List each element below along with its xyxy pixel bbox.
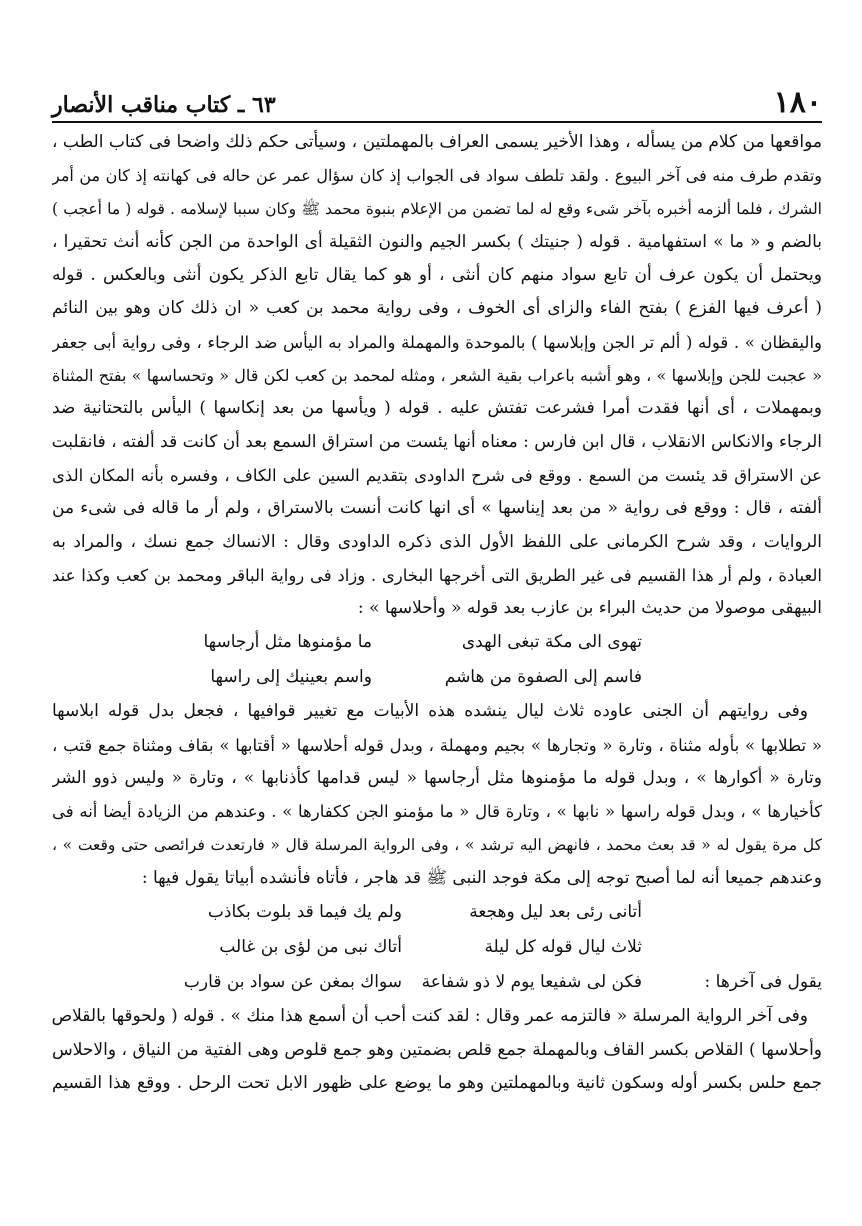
- text-line: وعندهم جميعا أنه لما أصبح توجه إلى مكة فوجد النبى ﷺ قد هاجر ، فأتاه فأنشده أبياتا يقول فيها :: [141, 867, 822, 888]
- verse-hemistich-second: واسم بعينيك إلى راسها: [210, 667, 372, 688]
- text-line: وبمهملات ، أى أنها فقدت أمرا فشرعت تفتش عليه . قوله ( ويأسها من بعد إنكاسها ) اليأس بالتحتانية ضد: [52, 398, 822, 419]
- header-rule: [52, 121, 822, 123]
- text-line: وتارة « أكوارها » ، وبدل قوله ما مؤمنوها مثل أرجاسها « ليس قدامها كأذنابها » ، وتارة « وليس ذوو الشر: [52, 768, 822, 789]
- verse-hemistich-first: تهوى الى مكة تبغى الهدى: [461, 632, 642, 653]
- text-line: الرجاء والانكاس الانقلاب ، قال ابن فارس : معناه أنها يئست من استراق السمع بعد أن كانت قد ألفته ، فانقلبت: [52, 431, 822, 452]
- text-line: « عجبت للجن وإبلاسها » ، وهو أشبه باعراب بقية الشعر ، ومثله لمحمد بن كعب لكن قال « وتحساسها » بفتح المثناة: [52, 366, 822, 386]
- text-line: بالضم و « ما » استفهامية . قوله ( جنيتك ) بكسر الجيم والنون الثقيلة أى الواحدة من الجن كأنه أنث تحقيرا ،: [52, 231, 822, 252]
- verse-line: [52, 660, 822, 695]
- text-line: وفى روايتهم أن الجنى عاوده ثلاث ليال ينشده هذه الأبيات مع تغيير قوافيها ، فجعل بدل قوله ابلاسها: [52, 701, 808, 722]
- verse-hemistich-first: فكن لى شفيعا يوم لا ذو شفاعة: [421, 972, 642, 993]
- verse-lead-text: يقول فى آخرها :: [704, 972, 822, 993]
- text-line: ألفته ، قال : ووقع فى رواية « من بعد إيناسها » أى انها كانت أنست بالاستراق ، ولم أر ما قاله فى شىء من: [52, 498, 822, 519]
- text-line: الشرك ، فلما ألزمه أخبره بآخر شىء وقع له لما تضمن من الإعلام بنبوة محمد ﷺ وكان سببا لإسلامه . قوله ( ما أعجب ): [52, 199, 822, 218]
- verse-line: [52, 895, 822, 930]
- text-line: جمع حلس بكسر أوله وسكون ثانية وبالمهملتين وهو ما يوضع على ظهور الابل تحت الرحل . ووقع هذا القسيم: [52, 1072, 822, 1093]
- text-line: ويحتمل أن يكون عرف أن تابع سواد منهم كان أنثى ، أو هو كما يقال تابع الذكر يكون أنثى وبالعكس . قوله: [52, 265, 822, 286]
- verse-hemistich-second: ولم يك فيما قد بلوت بكاذب: [207, 902, 402, 923]
- verse-hemistich-second: ما مؤمنوها مثل أرجاسها: [203, 632, 372, 653]
- verse-line: [52, 930, 822, 965]
- page-number: ١٨٠: [773, 85, 822, 120]
- text-line: مواقعها من كلام من يسأله ، وهذا الأخير يسمى العراف بالمهملتين ، وسيأتى حكم ذلك واضحا فى كتاب الطب ،: [52, 132, 822, 152]
- text-line: ( أعرف فيها الفزع ) بفتح الفاء والزاى أى الخوف ، وفى رواية محمد بن كعب « ان ذلك كان وهو بين النائم: [52, 298, 822, 319]
- text-line: الروايات ، وقد شرح الكرمانى على اللفظ الأول الذى ذكره الداودى وقال : الانساك جمع نسك ، والمراد به: [52, 531, 822, 552]
- text-line: وفى آخر الرواية المرسلة « فالتزمه عمر وقال : لقد كنت أحب أن أسمع هذا منك » . قوله ( ولحوقها بالقلاص: [52, 1006, 808, 1027]
- text-line: واليقظان » . قوله ( ألم تر الجن وإبلاسها ) بالموحدة والمهملة والمراد به اليأس ضد الرجاء ، وفى رواية أبى جعفر: [52, 332, 822, 352]
- text-line: عن الاستراق قد يئست من السمع . ووقع فى شرح الداودى بتقديم السين على الكاف ، وفسره بأنه المكان الذى: [52, 465, 822, 485]
- text-line: « تطلابها » بأوله مثناة ، وتارة « وتجارها » بجيم ومهملة ، وبدل قوله أحلاسها « أقتابها » بقاف ومثناة جمع قتب ،: [52, 735, 822, 755]
- running-title: ٦٣ ـ كتاب مناقب الأنصار: [52, 92, 276, 118]
- verse-hemistich-first: فاسم إلى الصفوة من هاشم: [444, 667, 642, 688]
- verse-hemistich-second: سواك بمغن عن سواد بن قارب: [183, 972, 402, 993]
- text-body: [52, 126, 822, 1100]
- text-line: وتقدم طرف منه فى آخر البيوع . ولقد تلطف سواد فى الجواب إذ كان سؤال عمر عن حاله فى كهانته إذ كان من أمر: [52, 166, 822, 186]
- verse-hemistich-first: أتانى رئى بعد ليل وهجعة: [469, 902, 642, 923]
- text-line: وأحلاسها ) القلاص بكسر القاف وبالمهملة جمع قلص بضمتين وهو جمع قلوص وهى الفتية من النياق ، والاحلاس: [52, 1039, 822, 1060]
- text-line: كل مرة يقول له « قد بعث محمد ، فانهض اليه ترشد » ، وفى الرواية المرسلة قال « فارتعدت فرائصى حتى وقعت » ،: [52, 835, 822, 854]
- verse-line: [52, 965, 822, 1000]
- verse-line: [52, 625, 822, 660]
- text-line: العبادة ، ولم أر هذا القسيم فى غير الطريق التى أخرجها البخارى . وزاد فى رواية الباقر ومحمد بن كعب وكذا عند: [52, 565, 822, 585]
- text-line: البيهقى موصولا من حديث البراء بن عازب بعد قوله « وأحلاسها » :: [357, 598, 822, 619]
- verse-hemistich-second: أتاك نبى من لؤى بن غالب: [219, 937, 402, 958]
- text-line: كأخيارها » ، وبدل قوله راسها « نابها » ، وتارة قال « ما مؤمنو الجن ككفارها » . وعندهم من الزيادة أيضا أنه فى: [52, 802, 822, 822]
- verse-hemistich-first: ثلاث ليال قوله كل ليلة: [484, 937, 642, 958]
- page-header: [52, 80, 822, 120]
